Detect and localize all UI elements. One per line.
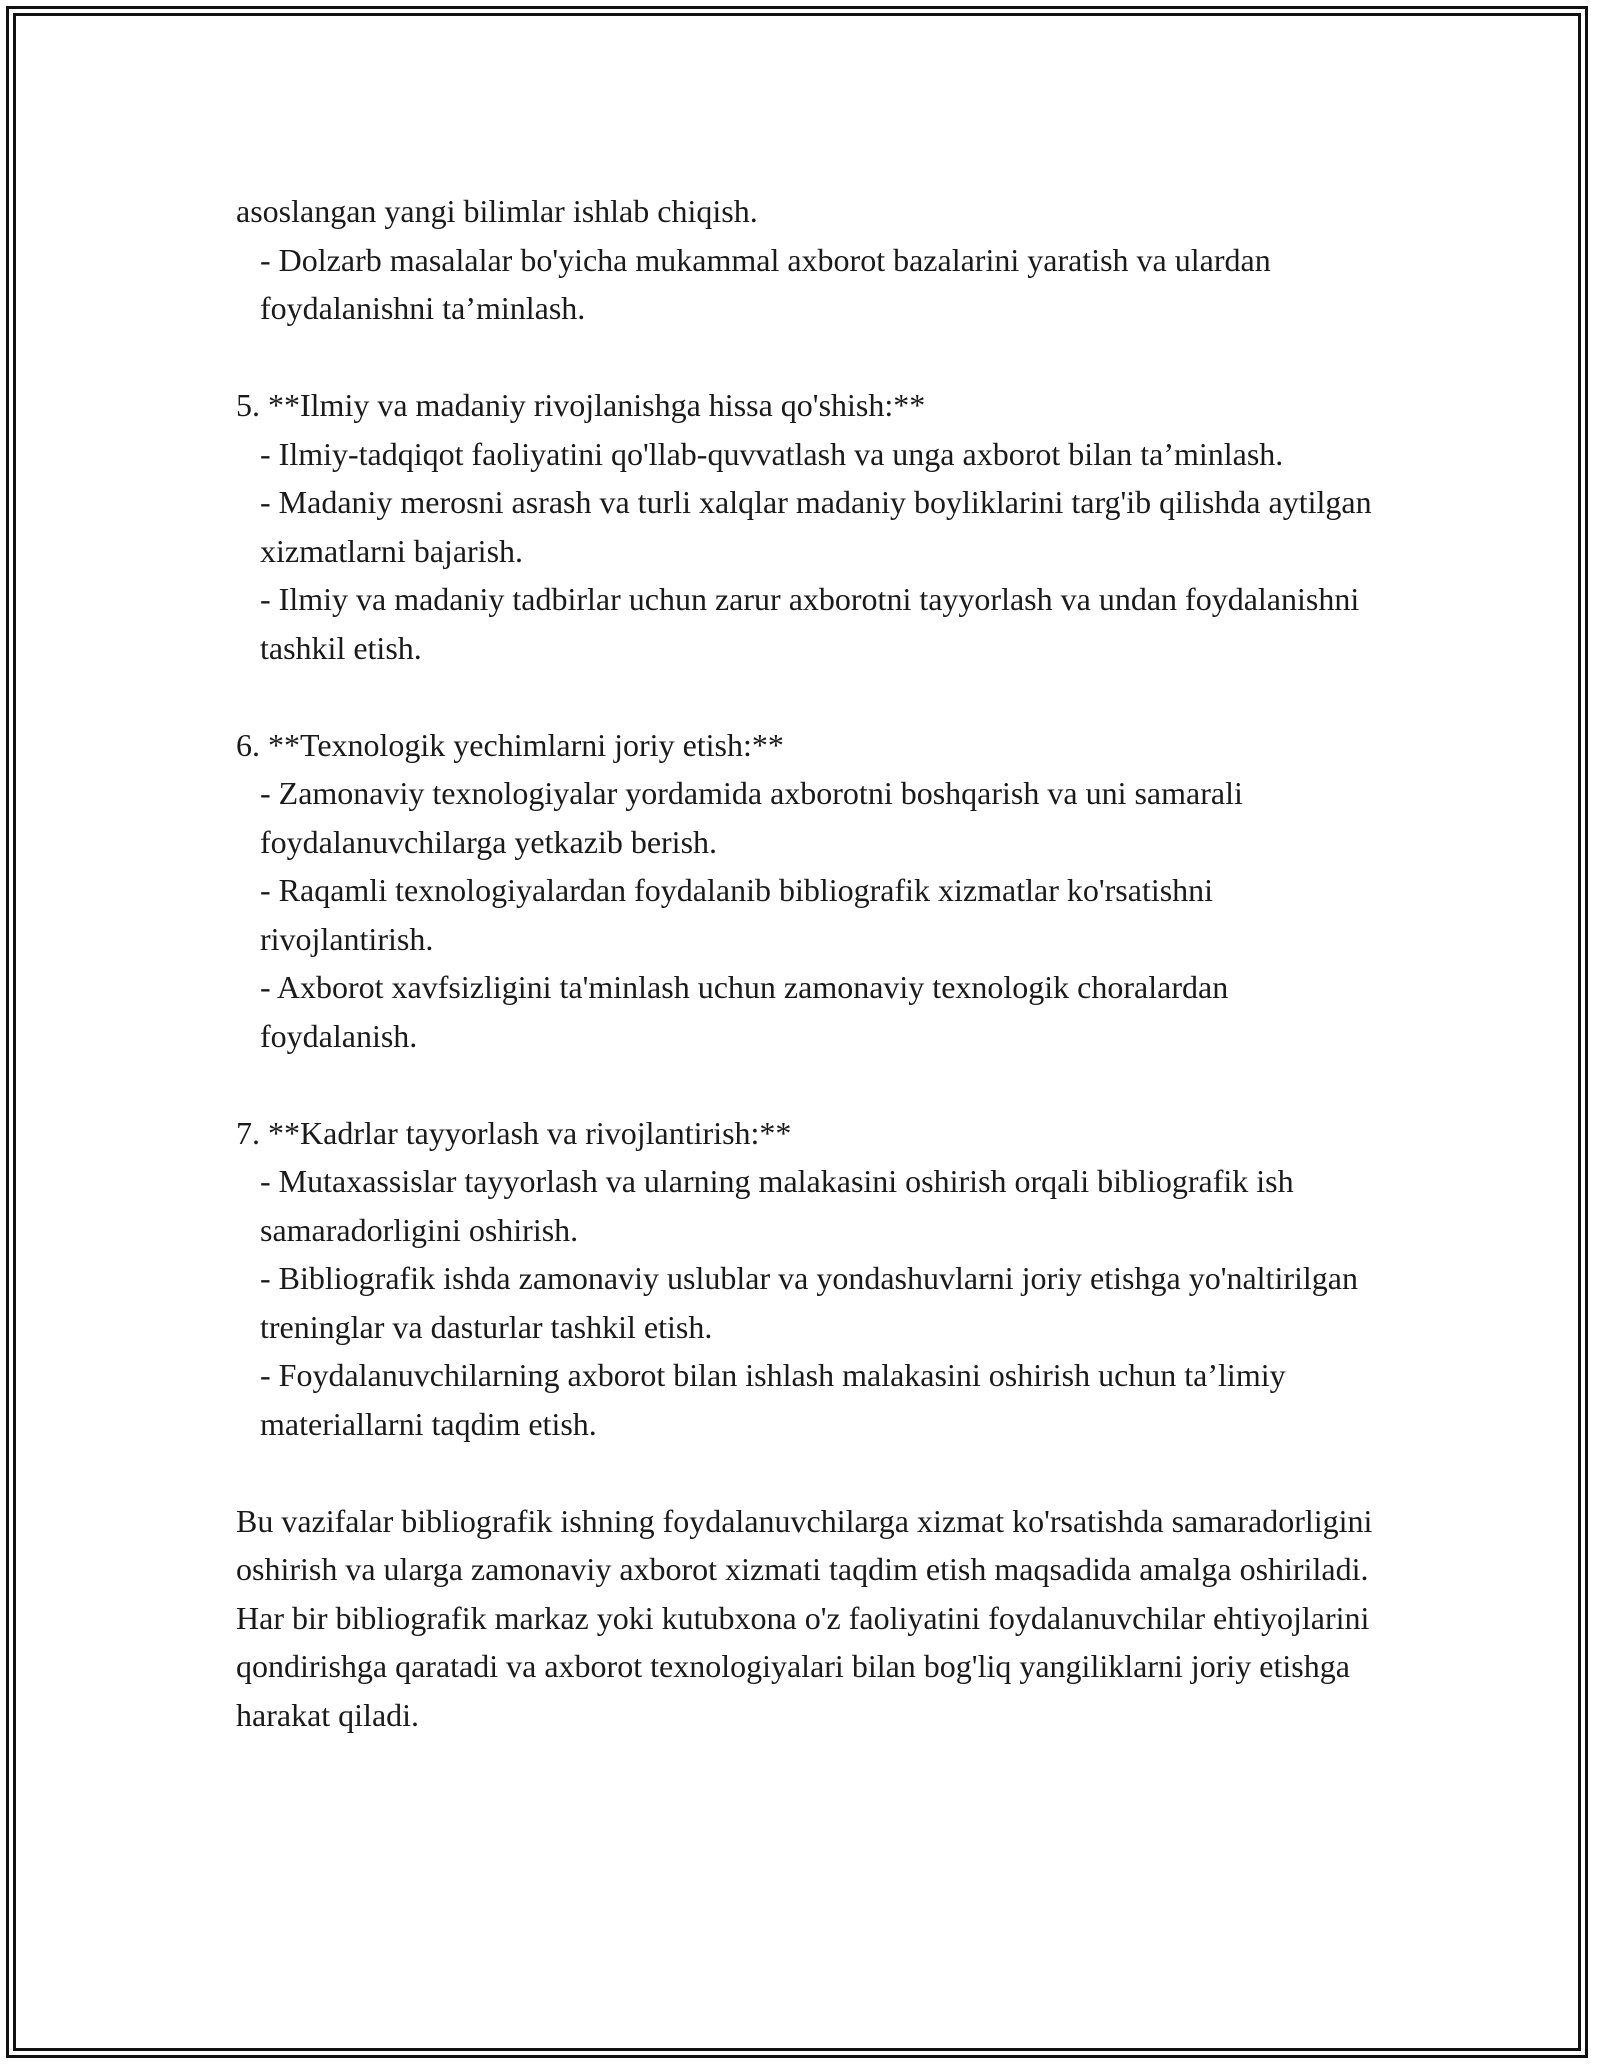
section-7-item-3: - Foydalanuvchilarning axborot bilan ishlash malakasini oshirish uchun ta’limiy materiallarni taqdim etish. bbox=[260, 1357, 1286, 1442]
section-5-item-3: - Ilmiy va madaniy tadbirlar uchun zarur axborotni tayyorlash va undan foydalanishni tashkil etish. bbox=[260, 581, 1360, 666]
paragraph-gap bbox=[236, 1060, 1376, 1109]
section-6-heading: 6. **Texnologik yechimlarni joriy etish:** bbox=[236, 726, 784, 763]
section-6-item-3: - Axborot xavfsizligini ta'minlash uchun zamonaviy texnologik choralardan foydalanish. bbox=[260, 969, 1229, 1054]
conclusion-paragraph: Bu vazifalar bibliografik ishning foydalanuvchilarga xizmat ko'rsatishda samaradorligini oshirish va ularga zamonaviy axborot xizmati taqdim etish maqsadida amalga oshiriladi. Har bir bibliografik markaz yoki kutubxona o'z faoliyatini foydalanuvchilar ehtiyojlarini qondirishga qaratadi va axborot texnologiyalari bilan bog'liq yangiliklarni joriy etishga harakat qiladi. bbox=[236, 1502, 1373, 1733]
section-5-heading: 5. **Ilmiy va madaniy rivojlanishga hissa qo'shish:** bbox=[236, 387, 926, 423]
section-7-item-1: - Mutaxassislar tayyorlash va ularning malakasini oshirish orqali bibliografik ish samaradorligini oshirish. bbox=[260, 1163, 1294, 1248]
intro-list-item: - Dolzarb masalalar bo'yicha mukammal axborot bazalarini yaratish va ulardan foydalanishni ta’minlash. bbox=[260, 241, 1271, 326]
section-5-item-2: - Madaniy merosni asrash va turli xalqlar madaniy boyliklarini targ'ib qilishda aytilgan xizmatlarni bajarish. bbox=[260, 484, 1372, 569]
paragraph-gap bbox=[236, 333, 1376, 382]
section-6-item-1: - Zamonaviy texnologiyalar yordamida axborotni boshqarish va uni samarali foydalanuvchilarga yetkazib berish. bbox=[260, 775, 1243, 860]
section-7-heading: 7. **Kadrlar tayyorlash va rivojlantirish:** bbox=[236, 1114, 792, 1151]
section-5-item-1: - Ilmiy-tadqiqot faoliyatini qo'llab-quvvatlash va unga axborot bilan ta’minlash. bbox=[260, 435, 1284, 472]
section-7-item-2: - Bibliografik ishda zamonaviy uslublar va yondashuvlarni joriy etishga yo'naltirilgan treninglar va dasturlar tashkil etish. bbox=[260, 1260, 1358, 1345]
intro-continuation: asoslangan yangi bilimlar ishlab chiqish. bbox=[236, 193, 758, 229]
paragraph-gap bbox=[236, 672, 1376, 721]
section-6-item-2: - Raqamli texnologiyalardan foydalanib bibliografik xizmatlar ko'rsatishni rivojlantirish. bbox=[260, 872, 1214, 957]
paragraph-gap bbox=[236, 1448, 1376, 1497]
document-body bbox=[236, 187, 1376, 1739]
